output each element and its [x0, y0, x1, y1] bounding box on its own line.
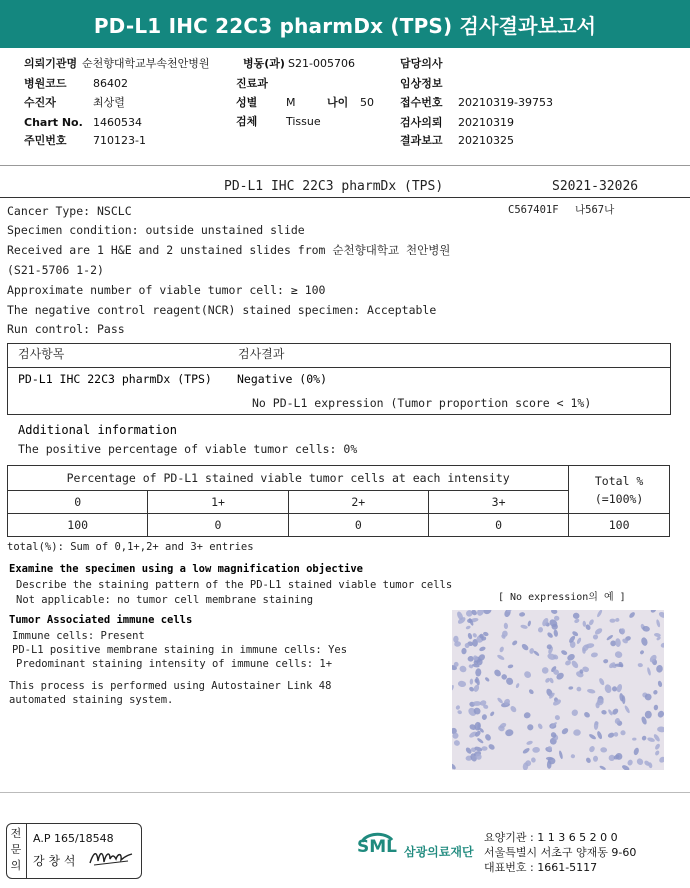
- result-item: PD-L1 IHC 22C3 pharmDx (TPS): [18, 372, 212, 386]
- ward-value: S21-005706: [288, 57, 355, 70]
- result-value: Negative (0%): [237, 372, 328, 386]
- signature-icon: [88, 845, 134, 869]
- ncr-line: The negative control reagent(NCR) stained specimen: Acceptable: [7, 303, 437, 317]
- value-0: 100: [8, 514, 148, 537]
- receipt-value: 20210319-39753: [458, 96, 553, 109]
- report-number: S2021-32026: [552, 179, 639, 194]
- age-value: 50: [360, 96, 374, 109]
- immune-line-3: Predominant staining intensity of immune cells: 1+: [16, 658, 333, 670]
- sign-label: 전문의: [10, 827, 22, 872]
- examine-line-1: Describe the staining pattern of the PD-L1 stained viable tumor cells: [16, 579, 453, 591]
- institution-code: 요양기관 : 1 1 3 6 5 2 0 0: [484, 831, 618, 844]
- report-title-banner: [0, 0, 690, 48]
- report-label: 결과보고: [400, 134, 443, 147]
- viable-cells: Approximate number of viable tumor cell: ≥ 100: [7, 283, 326, 297]
- result-detail: No PD-L1 expression (Tumor proportion score < 1%): [252, 396, 592, 410]
- hospital-code-value: 86402: [93, 77, 128, 90]
- level-3: 3+: [428, 491, 568, 514]
- immune-heading: Tumor Associated immune cells: [9, 614, 193, 626]
- block-code-2: 나567나: [575, 204, 615, 216]
- run-control: Run control: Pass: [7, 322, 125, 336]
- test-name-heading: PD-L1 IHC 22C3 pharmDx (TPS): [224, 179, 444, 194]
- process-line-2: automated staining system.: [9, 694, 174, 706]
- header-divider: [0, 165, 690, 166]
- rrn-value: 710123-1: [93, 134, 146, 147]
- age-label: 나이: [327, 96, 349, 109]
- doctor-name: 강 창 석: [33, 854, 76, 868]
- received-ref: (S21-5706 1-2): [7, 263, 104, 277]
- company-address: 서울특별시 서초구 양재동 9-60: [484, 846, 637, 859]
- total-header: Total % (=100%): [569, 466, 670, 514]
- received-line: Received are 1 H&E and 2 unstained slides from 순천향대학교 천안병원: [7, 243, 451, 257]
- process-line-1: This process is performed using Autostainer Link 48: [9, 680, 332, 692]
- chart-label: Chart No.: [24, 116, 83, 129]
- institution-label: 의뢰기관명: [24, 57, 78, 70]
- clinical-label: 임상정보: [400, 77, 443, 90]
- intensity-header: Percentage of PD-L1 stained viable tumor cells at each intensity: [8, 466, 569, 491]
- request-value: 20210319: [458, 116, 514, 129]
- positive-percentage: The positive percentage of viable tumor cells: 0%: [18, 442, 358, 456]
- examine-heading: Examine the specimen using a low magnification objective: [9, 563, 364, 575]
- additional-heading: Additional information: [18, 423, 177, 437]
- company-phone: 대표번호 : 1661-5117: [484, 861, 598, 874]
- report-value: 20210325: [458, 134, 514, 147]
- total-note: total(%): Sum of 0,1+,2+ and 3+ entries: [7, 541, 254, 553]
- ward-label: 병동(과): [243, 57, 285, 70]
- result-table-divider: [7, 367, 671, 368]
- patient-value: 최상렬: [93, 96, 125, 109]
- result-col-result: 검사결과: [238, 347, 285, 361]
- specimen-value: Tissue: [286, 115, 321, 128]
- examine-line-2: Not applicable: no tumor cell membrane staining: [16, 594, 314, 606]
- result-col-item: 검사항목: [18, 347, 65, 361]
- specimen-label: 검체: [236, 115, 258, 128]
- chart-value: 1460534: [93, 116, 142, 129]
- patient-label: 수진자: [24, 96, 56, 109]
- footer-divider: [0, 792, 690, 793]
- rrn-label: 주민번호: [24, 134, 67, 147]
- microscopy-image: [452, 610, 664, 770]
- sex-label: 성별: [236, 96, 258, 109]
- sml-logo-text: SML: [357, 837, 397, 857]
- ap-number: A.P 165/18548: [33, 832, 114, 845]
- intensity-table: [7, 465, 670, 537]
- title-divider: [0, 197, 690, 198]
- level-0: 0: [8, 491, 148, 514]
- hospital-code-label: 병원코드: [24, 77, 67, 90]
- block-code: C567401F: [508, 204, 559, 216]
- value-2: 0: [288, 514, 428, 537]
- specimen-condition: Specimen condition: outside unstained slide: [7, 223, 305, 237]
- value-total: 100: [569, 514, 670, 537]
- value-1: 0: [148, 514, 288, 537]
- cancer-type: Cancer Type: NSCLC: [7, 204, 132, 218]
- level-1: 1+: [148, 491, 288, 514]
- immune-line-2: PD-L1 positive membrane staining in immune cells: Yes: [12, 644, 348, 656]
- value-3: 0: [428, 514, 568, 537]
- receipt-label: 접수번호: [400, 96, 443, 109]
- doctor-label: 담당의사: [400, 57, 443, 70]
- report-title: PD-L1 IHC 22C3 pharmDx (TPS) 검사결과보고서: [93, 13, 597, 38]
- request-label: 검사의뢰: [400, 116, 443, 129]
- immune-line-1: Immune cells: Present: [12, 630, 145, 642]
- photo-caption: [ No expression의 예 ]: [498, 592, 626, 603]
- tissue-cells-graphic: [452, 610, 664, 770]
- institution-value: 순천향대학교부속천안병원: [82, 57, 210, 70]
- level-2: 2+: [288, 491, 428, 514]
- company-name: 삼광의료재단: [404, 845, 474, 859]
- dept-label: 진료과: [236, 77, 268, 90]
- sex-value: M: [286, 96, 296, 109]
